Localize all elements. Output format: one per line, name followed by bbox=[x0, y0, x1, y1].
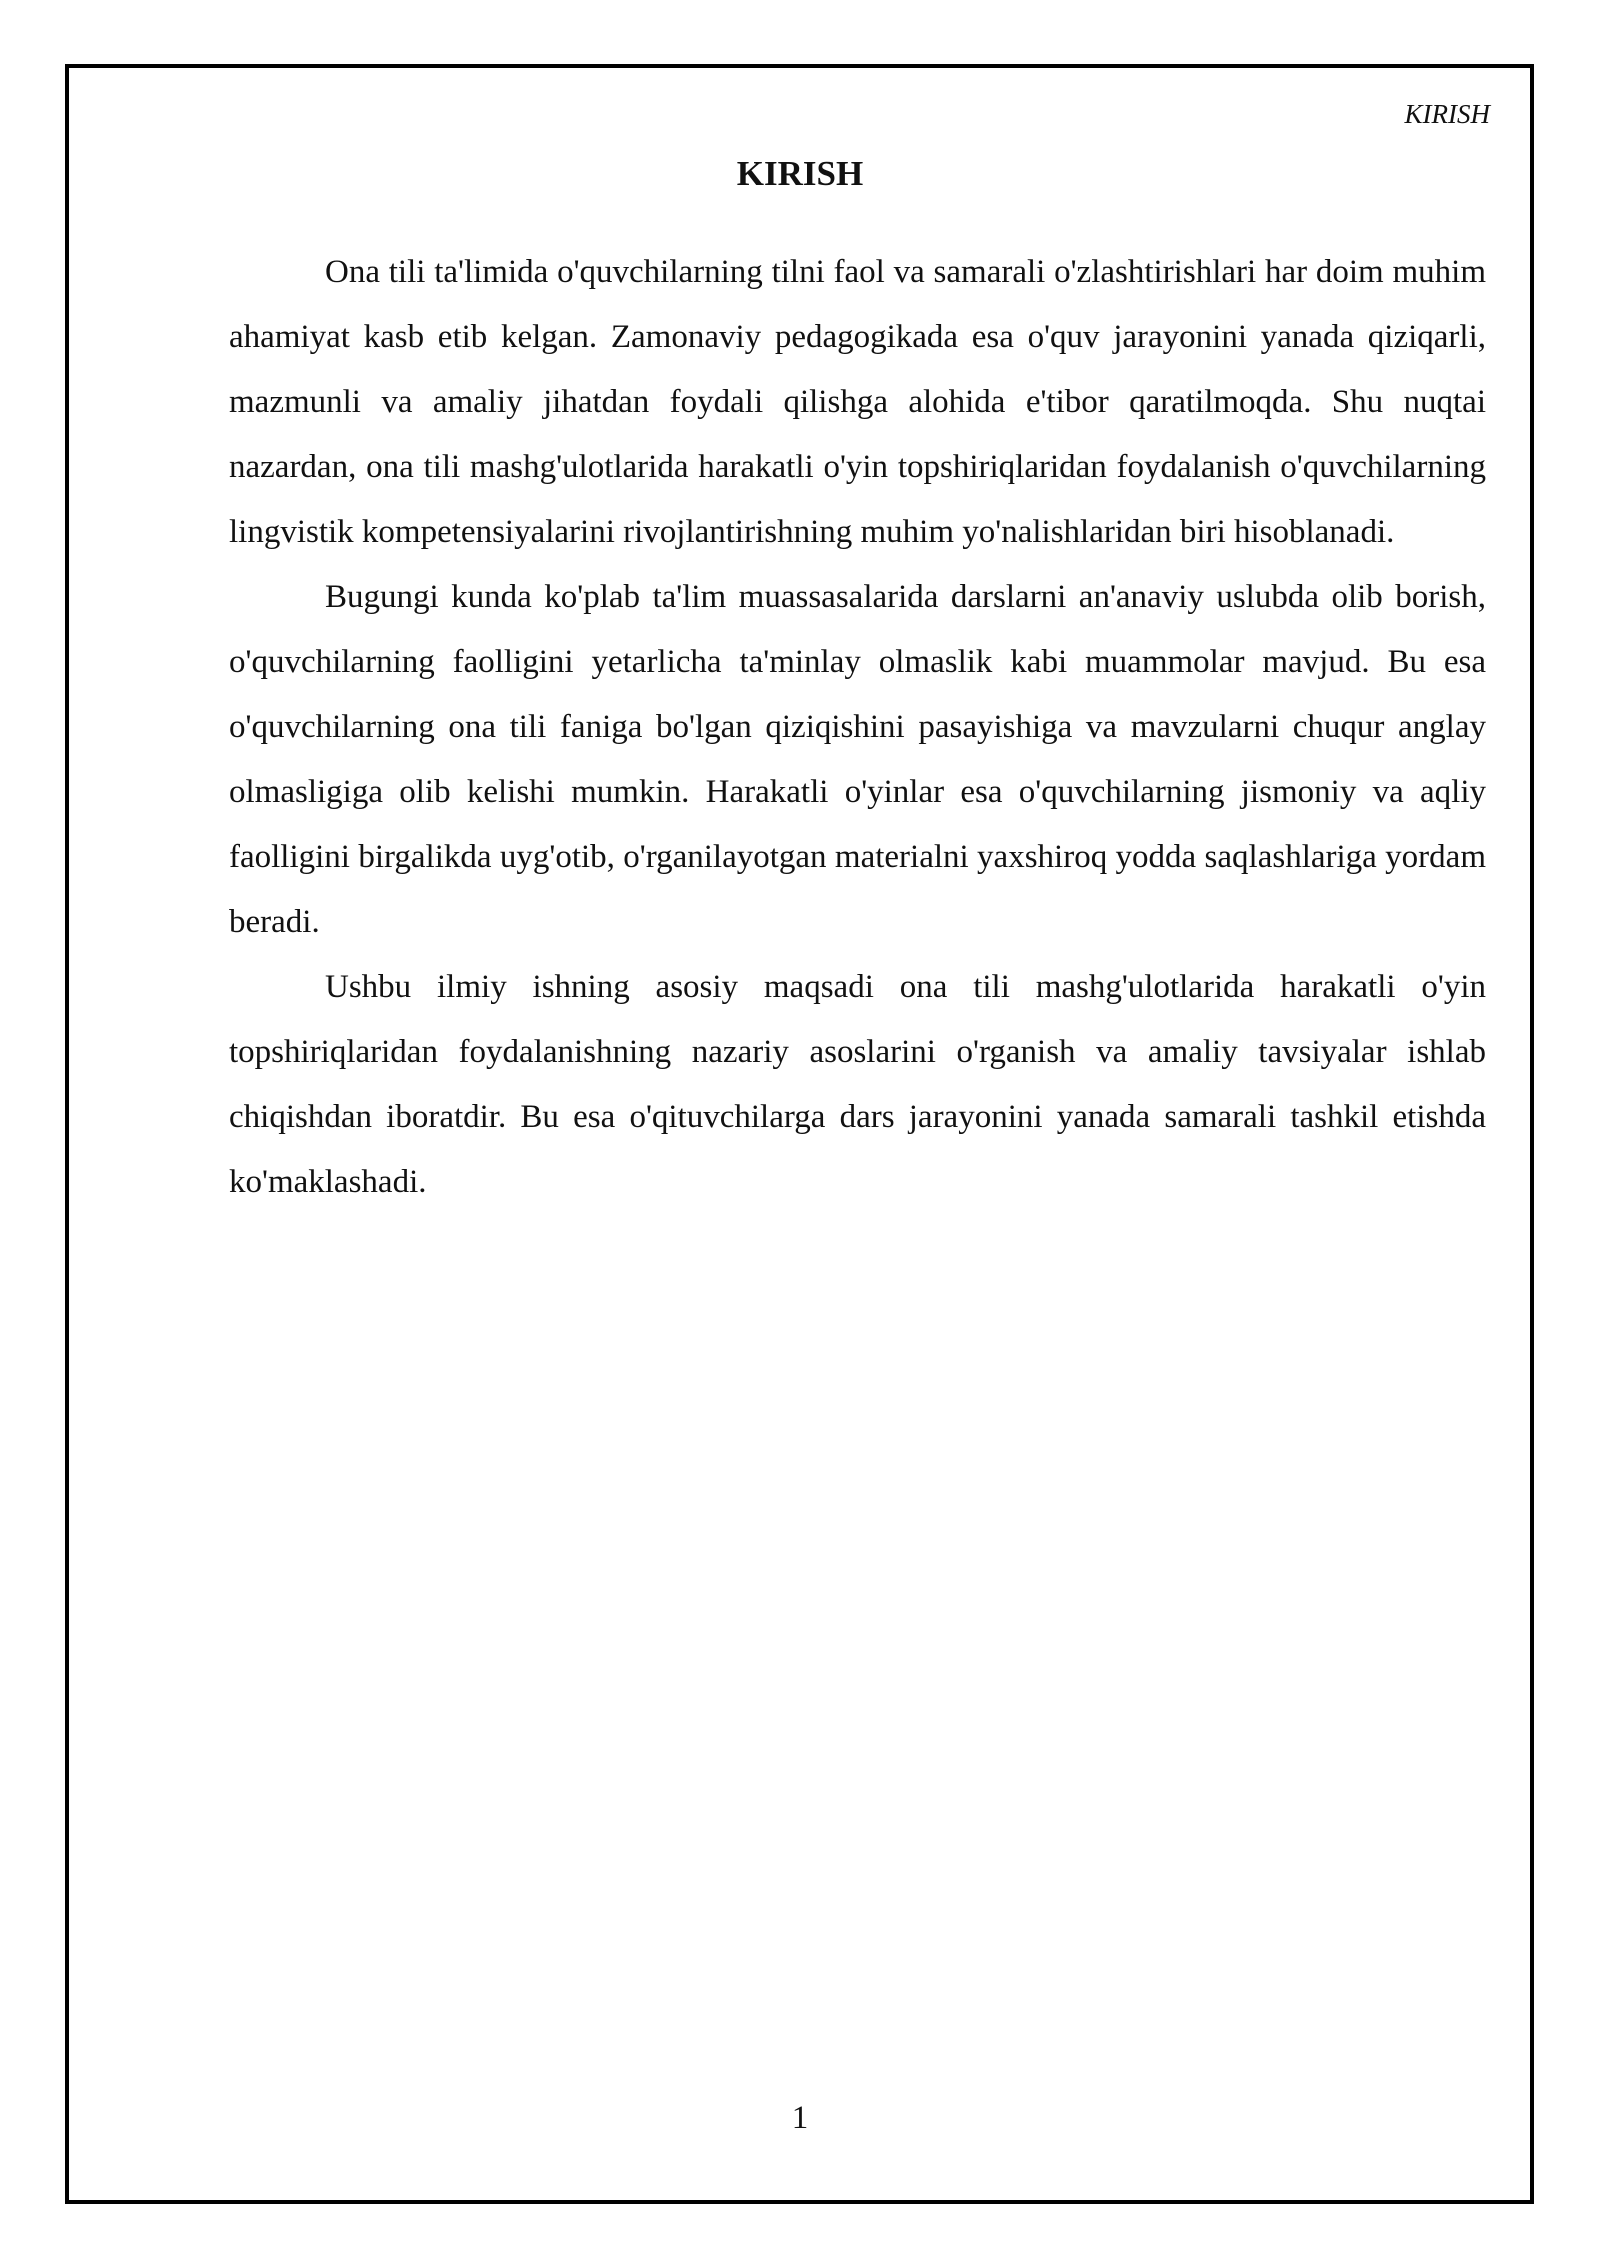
paragraph-2: Bugungi kunda ko'plab ta'lim muassasalarida darslarni an'anaviy uslubda olib borish, o'quvchilarning faolligini yetarlicha ta'minlay olmaslik kabi muammolar mavjud. Bu esa o'quvchilarning ona tili faniga bo'lgan qiziqishini pasayishiga va mavzularni chuqur anglay olmasligiga olib kelishi mumkin. Harakatli o'yinlar esa o'quvchilarning jismoniy va aqliy faolligini birgalikda uyg'otib, o'rganilayotgan materialni yaxshiroq yodda saqlashlariga yordam beradi. bbox=[229, 579, 1486, 940]
running-header: KIRISH bbox=[1404, 99, 1490, 129]
paragraph-1: Ona tili ta'limida o'quvchilarning tilni faol va samarali o'zlashtirishlari har doim muhim ahamiyat kasb etib kelgan. Zamonaviy pedagogikada esa o'quv jarayonini yanada qiziqarli, mazmunli va amaliy jihatdan foydali qilishga alohida e'tibor qaratilmoqda. Shu nuqtai nazardan, ona tili mashg'ulotlarida harakatli o'yin topshiriqlaridan foydalanish o'quvchilarning lingvistik kompetensiyalarini rivojlantirishning muhim yo'nalishlaridan biri hisoblanadi. bbox=[229, 254, 1486, 550]
page-number: 1 bbox=[791, 2100, 809, 2136]
document-body bbox=[229, 240, 1486, 1215]
paragraph-3: Ushbu ilmiy ishning asosiy maqsadi ona tili mashg'ulotlarida harakatli o'yin topshiriqlaridan foydalanishning nazariy asoslarini o'rganish va amaliy tavsiyalar ishlab chiqishdan iboratdir. Bu esa o'qituvchilarga dars jarayonini yanada samarali tashkil etishda ko'maklashadi. bbox=[229, 969, 1486, 1200]
page-title: KIRISH bbox=[736, 154, 864, 193]
